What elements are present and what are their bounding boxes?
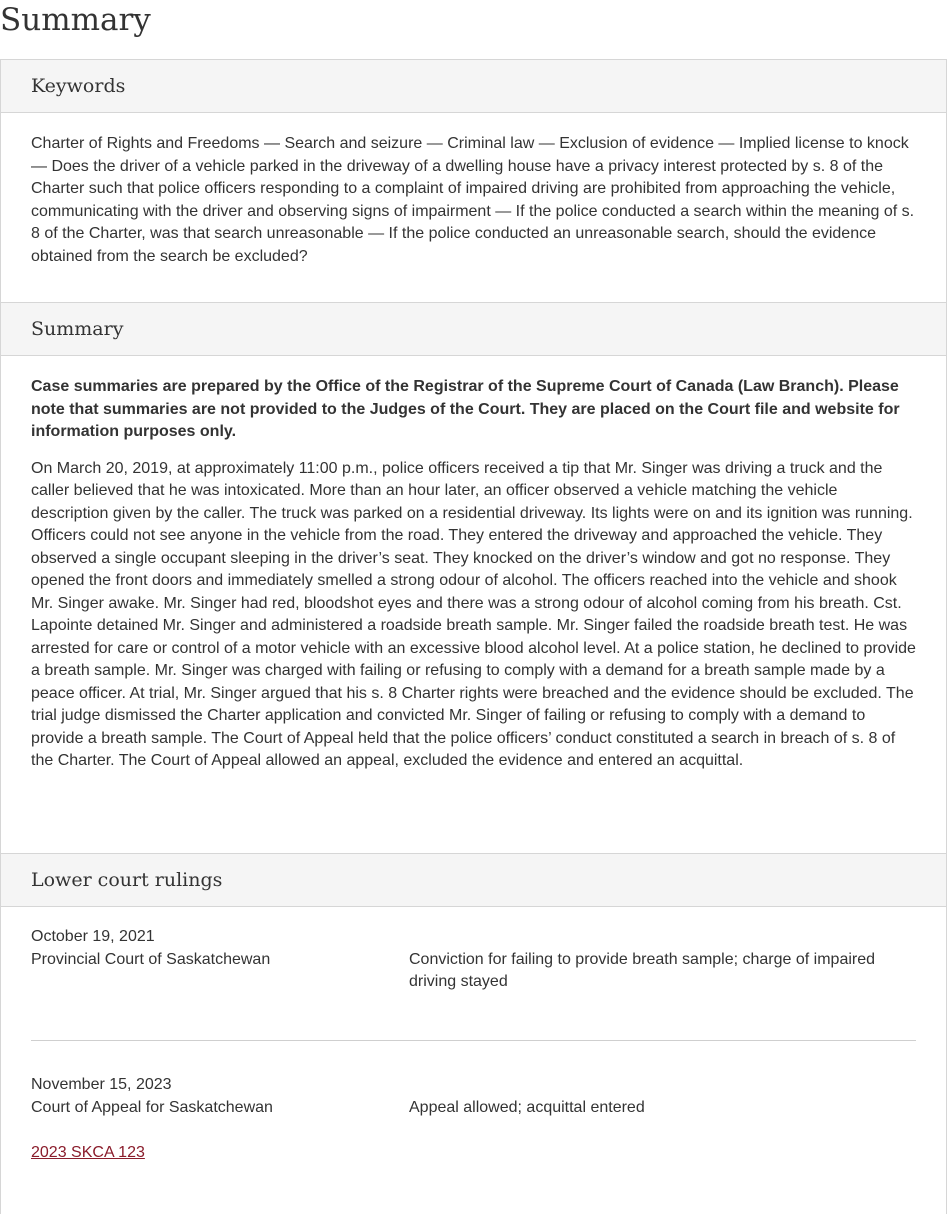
ruling-court: Court of Appeal for Saskatchewan [31, 1098, 273, 1116]
keywords-panel-body [1, 113, 946, 292]
ruling-row [31, 1041, 916, 1164]
ruling-row [31, 926, 916, 1040]
summary-note: Case summaries are prepared by the Office of the Registrar of the Supreme Court of Canada (Law Branch). Please note that summaries are not provided to the Judges of the Court. They are placed on the Court file and website for information purposes only. [31, 378, 900, 440]
keywords-panel-heading [1, 60, 946, 113]
summary-panel [0, 302, 947, 854]
ruling-outcome: Appeal allowed; acquittal entered [409, 1098, 645, 1116]
summary-body: On March 20, 2019, at approximately 11:00 p.m., police officers received a tip that Mr. Singer was driving a truck and the caller believed that he was intoxicated. More than an hour later, an officer observed a vehicle matching the vehicle description given by the caller. The truck was parked on a residential driveway. Its lights were on and its ignition was running. Officers could not see anyone in the vehicle from the road. They entered the driveway and approached the vehicle. They observed a single occupant sleeping in the driver’s seat. They knocked on the driver’s window and got no response. They opened the front doors and immediately smelled a strong odour of alcohol. The officers reached into the vehicle and shook Mr. Singer awake. Mr. Singer had red, bloodshot eyes and there was a strong odour of alcohol coming from his breath. Cst. Lapointe detained Mr. Singer and administered a roadside breath sample. Mr. Singer failed the roadside breath test. He was arrested for care or control of a motor vehicle with an excessive blood alcohol level. At a police station, he declined to provide a breath sample. Mr. Singer was charged with failing or refusing to comply with a demand for a breath sample made by a peace officer. At trial, Mr. Singer argued that his s. 8 Charter rights were breached and the evidence should be excluded. The trial judge dismissed the Charter application and convicted Mr. Singer of failing or refusing to comply with a demand to provide a breath sample. The Court of Appeal held that the police officers’ conduct constituted a search in breach of s. 8 of the Charter. The Court of Appeal allowed an appeal, excluded the evidence and entered an acquittal. [31, 459, 916, 769]
ruling-left-column [31, 1074, 409, 1164]
keywords-text: Charter of Rights and Freedoms — Search and seizure — Criminal law — Exclusion of evidence — Implied license to knock — Does the driver of a vehicle parked in the driveway of a dwelling house have a privacy interest protected by s. 8 of the Charter such that police officers responding to a complaint of impaired driving are prohibited from approaching the vehicle, communicating with the driver and observing signs of impairment — If the police conducted a search within the meaning of s. 8 of the Charter, was that search unreasonable — If the police conducted an unreasonable search, should the evidence obtained from the search be excluded? [31, 135, 915, 265]
lower-court-panel-heading [1, 854, 946, 907]
page-title: Summary [0, 2, 151, 38]
summary-panel-heading [1, 303, 946, 356]
summary-heading: Summary [31, 318, 124, 340]
citation-link[interactable]: 2023 SKCA 123 [31, 1143, 145, 1161]
ruling-outcome: Conviction for failing to provide breath sample; charge of impaired driving stayed [409, 950, 876, 990]
ruling-left-column [31, 926, 409, 1040]
lower-court-panel-body [1, 907, 946, 1164]
ruling-date: November 15, 2023 [31, 1076, 172, 1093]
keywords-heading: Keywords [31, 75, 126, 97]
lower-court-panel [0, 853, 947, 1214]
keywords-panel [0, 59, 947, 303]
lower-court-heading: Lower court rulings [31, 869, 223, 891]
ruling-court: Provincial Court of Saskatchewan [31, 950, 271, 968]
ruling-date: October 19, 2021 [31, 928, 155, 945]
summary-panel-body [1, 356, 946, 797]
